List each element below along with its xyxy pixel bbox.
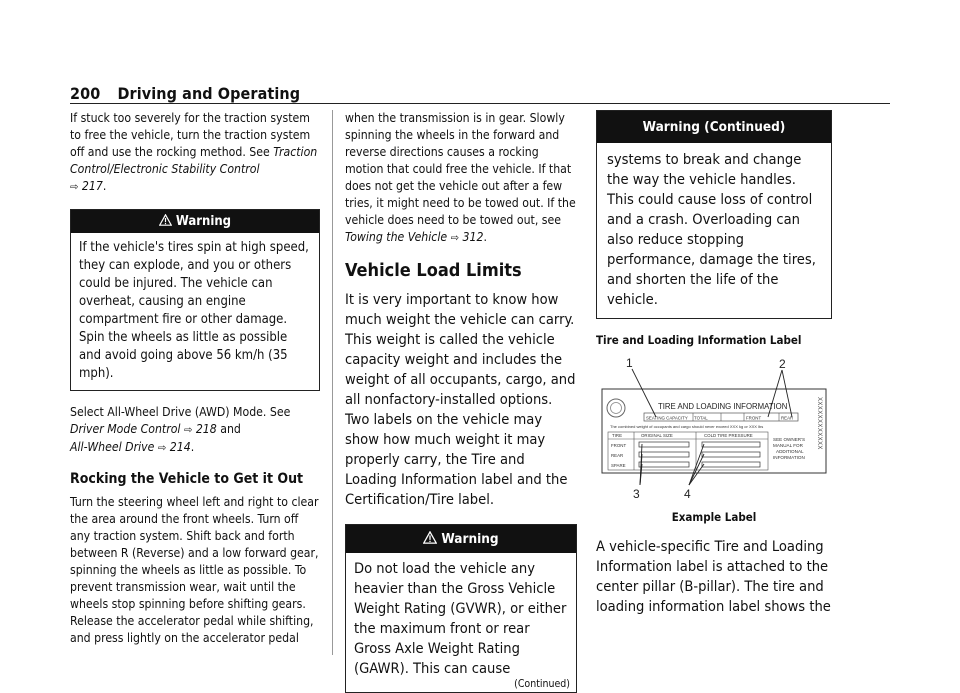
link-traction-control[interactable]: Traction Control/Electronic Stability Control <box>70 145 318 176</box>
warning-icon <box>423 531 437 544</box>
heading-rocking: Rocking the Vehicle to Get it Out <box>70 471 304 487</box>
svg-text:TIRE: TIRE <box>612 433 623 438</box>
svg-text:COLD TIRE PRESSURE: COLD TIRE PRESSURE <box>704 433 753 438</box>
link-driver-mode-control[interactable]: Driver Mode Control <box>70 422 181 436</box>
svg-text:FRONT: FRONT <box>746 415 762 421</box>
paragraph-rocking: Turn the steering wheel left and right to clear the area around the front wheels. Turn off any traction system. Shift back and forth between R (Reverse) and a low forward gear, spinning the wheels as little as possible. To prevent transmission wear, wait until the wheels stop spinning before shifting gears. Release the accelerator pedal while shifting, and press lightly on the accelerator pedal <box>70 495 319 645</box>
column-1 <box>70 110 320 647</box>
heading-vehicle-load-limits: Vehicle Load Limits <box>345 260 522 281</box>
svg-text:MANUAL FOR: MANUAL FOR <box>773 443 803 448</box>
svg-text:TOTAL: TOTAL <box>694 415 708 421</box>
column-2 <box>345 110 577 693</box>
warning-body: If the vehicle's tires spin at high speed, they can explode, and you or others could be injured. The vehicle can overheat, causing an engine compartment fire or other damage. Spin the wheels as little as possible and avoid going above 56 km/h (35 mph). <box>79 240 309 381</box>
page-ref-214[interactable]: 214 <box>169 440 191 454</box>
continued-label: (Continued) <box>514 678 570 690</box>
figure-caption: Tire and Loading Information Label <box>596 333 802 347</box>
paragraph-load-limits: It is very important to know how much weight the vehicle can carry. This weight is called the vehicle capacity weight and includes the weight of all occupants, cargo, and all nonfactory-installed options. Two labels on the vehicle may show how much weight it may properly carry, the Tire and Loading Information label and the Certification/Tire label. <box>345 291 576 508</box>
callout-3: 3 <box>633 487 640 501</box>
tire-label-illustration <box>596 357 832 502</box>
warning-title: Warning <box>346 525 576 553</box>
paragraph-rocking-cont: when the transmission is in gear. Slowly spinning the wheels in the forward and reverse directions causes a rocking motion that could free the vehicle. If that does not get the vehicle out after a few tries, it might need to be towed out. If the vehicle does need to be towed out, see Towing the Vehicle ⇨ 312. <box>345 111 576 244</box>
svg-text:SPARE: SPARE <box>611 463 626 468</box>
warning-box-continued <box>596 110 832 319</box>
column-3 <box>596 110 832 617</box>
svg-text:REAR: REAR <box>611 453 624 458</box>
example-label-caption: Example Label <box>671 510 757 524</box>
paragraph-awd: Select All-Wheel Drive (AWD) Mode. See Driver Mode Control ⇨ 218 and All-Wheel Drive ⇨ 214. <box>70 405 291 454</box>
callout-4: 4 <box>684 487 691 501</box>
svg-text:The combined weight of occupan: The combined weight of occupants and cargo should never exceed XXX kg or XXX lbs <box>610 424 764 429</box>
svg-text:FRONT: FRONT <box>611 443 627 448</box>
label-title: TIRE AND LOADING INFORMATION <box>658 402 788 411</box>
link-towing-the-vehicle[interactable]: Towing the Vehicle <box>345 230 448 244</box>
warning-icon <box>159 214 172 226</box>
warning-title: Warning <box>71 210 319 233</box>
paragraph-traction: If stuck too severely for the traction system to free the vehicle, turn the traction system off and use the rocking method. See Traction Control/Electronic Stability Control ⇨ 217. <box>70 111 318 193</box>
page-ref-217[interactable]: 217 <box>81 179 103 193</box>
warning-body: systems to break and change the way the vehicle handles. This could cause loss of control and a crash. Overloading can also reduce stopping performance, damage the tires, and shorten the life of the vehicle. <box>607 151 816 308</box>
page-ref-312[interactable]: 312 <box>462 230 484 244</box>
section-title: Driving and Operating <box>117 84 301 103</box>
dot-seal-icon <box>607 399 625 417</box>
svg-text:SEE OWNER'S: SEE OWNER'S <box>773 437 806 442</box>
svg-text:ADDITIONAL: ADDITIONAL <box>776 449 804 454</box>
svg-text:XXXXXXXXXXXX: XXXXXXXXXXXX <box>816 397 822 450</box>
warning-title: Warning (Continued) <box>597 111 831 143</box>
warning-body: Do not load the vehicle any heavier than the Gross Vehicle Weight Rating (GVWR), or either the maximum front or rear Gross Axle Weight Rating (GAWR). This can cause <box>354 560 567 677</box>
callout-1: 1 <box>626 357 633 370</box>
page-ref-icon: ⇨ <box>70 182 79 193</box>
svg-text:SEATING CAPACITY: SEATING CAPACITY <box>646 415 688 421</box>
header-rule <box>70 103 890 104</box>
warning-box-tires <box>70 209 320 391</box>
tire-loading-label-figure <box>596 357 832 502</box>
page-number: 200 <box>70 84 101 103</box>
svg-text:REAR: REAR <box>781 415 794 421</box>
page-ref-icon: ⇨ <box>450 233 460 244</box>
page-header <box>70 84 300 103</box>
svg-text:INFORMATION: INFORMATION <box>773 455 805 460</box>
callout-2: 2 <box>779 357 786 371</box>
column-divider <box>332 110 333 655</box>
page-ref-icon: ⇨ <box>157 443 167 454</box>
paragraph-label-location: A vehicle-specific Tire and Loading Information label is attached to the center pillar (B-pillar). The tire and loading information label shows the <box>596 538 831 615</box>
warning-box-load <box>345 524 577 693</box>
page-ref-icon: ⇨ <box>183 425 193 436</box>
svg-text:ORIGINAL SIZE: ORIGINAL SIZE <box>641 433 673 438</box>
link-all-wheel-drive[interactable]: All-Wheel Drive <box>70 440 155 454</box>
page-ref-218[interactable]: 218 <box>195 422 217 436</box>
